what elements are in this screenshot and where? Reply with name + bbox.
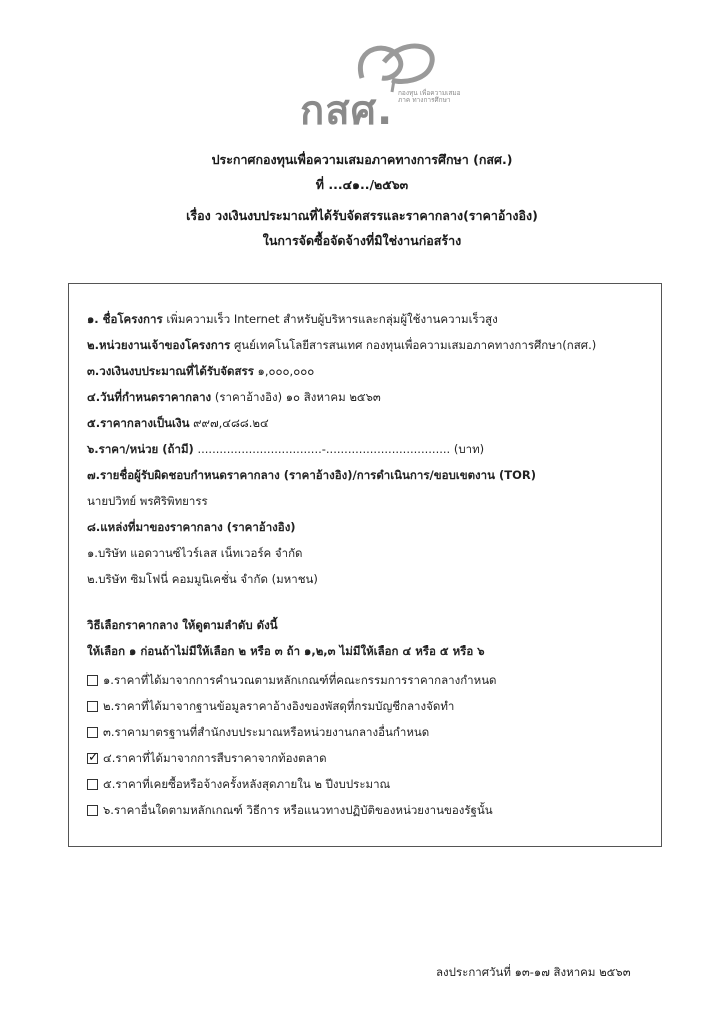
item-owner-unit	[87, 337, 596, 355]
item-project-name	[87, 311, 498, 329]
method-option-label: ๖.ราคาอื่นใดตามหลักเกณฑ์ วิธีการ หรือแนวทางปฏิบัติของหน่วยงานของรัฐนั้น	[103, 803, 493, 817]
item-reference-price	[87, 415, 269, 433]
item-value: ๑,๐๐๐,๐๐๐	[257, 364, 315, 378]
announcement-subject-line2: ในการจัดซื้อจัดจ้างที่มิใช่งานก่อสร้าง	[262, 233, 462, 248]
checkbox-icon[interactable]	[87, 701, 98, 712]
item-responsible-label	[87, 467, 536, 485]
item-value: ๙๙๗,๔๘๘.๒๔	[193, 416, 269, 430]
item-label: ๗.รายชื่อผู้รับผิดชอบกำหนดราคากลาง (ราคาอ้างอิง)/การดำเนินการ/ขอบเขตงาน (TOR)	[87, 468, 536, 482]
checked-checkbox-icon[interactable]	[87, 753, 98, 764]
item-label: ๘.แหล่งที่มาของราคากลาง (ราคาอ้างอิง)	[87, 520, 296, 534]
logo-subtitle: กองทุน เพื่อความเสมอภาค ทางการศึกษา	[398, 89, 461, 104]
checkbox-icon[interactable]	[87, 675, 98, 686]
method-option-3	[87, 724, 429, 742]
item-unit-price	[87, 441, 484, 459]
method-rule-text: ให้เลือก ๑ ก่อนถ้าไม่มีให้เลือก ๒ หรือ ๓ ถ้า ๑,๒,๓ ไม่มีให้เลือก ๔ หรือ ๕ หรือ ๖	[87, 644, 485, 658]
item-label: ๖.ราคา/หน่วย (ถ้ามี)	[87, 442, 194, 456]
announcement-number: ที่ ...๔๑../๒๕๖๓	[315, 177, 409, 192]
method-rule	[87, 643, 485, 661]
item-label: ๕.ราคากลางเป็นเงิน	[87, 416, 190, 430]
method-option-1	[87, 672, 497, 690]
checkbox-icon[interactable]	[87, 727, 98, 738]
item-label: ๒.หน่วยงานเจ้าของโครงการ	[87, 338, 231, 352]
method-option-5	[87, 776, 390, 794]
checkbox-icon[interactable]	[87, 779, 98, 790]
method-option-2	[87, 698, 454, 716]
checkbox-icon[interactable]	[87, 805, 98, 816]
announcement-title: ประกาศกองทุนเพื่อความเสมอภาคทางการศึกษา (กสศ.)	[211, 152, 513, 167]
method-option-label: ๕.ราคาที่เคยซื้อหรือจ้างครั้งหลังสุดภายใน ๒ ปีงบประมาณ	[103, 777, 391, 791]
method-option-4	[87, 750, 327, 768]
item-price-source-label	[87, 519, 296, 537]
item-value: (ราคาอ้างอิง) ๑๐ สิงหาคม ๒๕๖๓	[214, 390, 381, 404]
item-reference-date	[87, 389, 381, 407]
item-value: เพิ่มความเร็ว Internet สำหรับผู้บริหารและกลุ่มผู้ใช้งานความเร็วสูง	[166, 312, 498, 326]
item-value: ..................................-.................................. (บาท)	[197, 442, 485, 456]
method-option-label: ๑.ราคาที่ได้มาจากการคำนวณตามหลักเกณฑ์ที่คณะกรรมการราคากลางกำหนด	[103, 673, 497, 687]
method-title-text: วิธีเลือกราคากลาง ให้ดูตามลำดับ ดังนี้	[87, 618, 278, 632]
item-budget	[87, 363, 314, 381]
item-price-source-1: ๑.บริษัท แอดวานซ์ไวร์เลส เน็ทเวอร์ค จำกัด	[87, 546, 303, 560]
method-option-label: ๓.ราคามาตรฐานที่สำนักงบประมาณหรือหน่วยงานกลางอื่นกำหนด	[103, 725, 430, 739]
item-label: ๓.วงเงินงบประมาณที่ได้รับจัดสรร	[87, 364, 254, 378]
method-option-label: ๔.ราคาที่ได้มาจากการสืบราคาจากท้องตลาด	[103, 751, 327, 765]
item-label: ๑. ชื่อโครงการ	[87, 312, 163, 326]
item-responsible-person: นายปวิทย์ พรศิริพิทยารร	[87, 494, 208, 508]
method-option-label: ๒.ราคาที่ได้มาจากฐานข้อมูลราคาอ้างอิงของพัสดุที่กรมบัญชีกลางจัดทำ	[103, 699, 455, 713]
logo-wordmark: กสศ.	[300, 88, 394, 134]
item-price-source-2: ๒.บริษัท ซิมโฟนี่ คอมมูนิเคชั่น จำกัด (มหาชน)	[87, 572, 318, 586]
item-value: ศูนย์เทคโนโลยีสารสนเทศ กองทุนเพื่อความเสมอภาคทางการศึกษา(กสศ.)	[233, 338, 597, 352]
announcement-subject: เรื่อง วงเงินงบประมาณที่ได้รับจัดสรรและราคากลาง(ราคาอ้างอิง)	[186, 208, 538, 223]
announcement-date: ลงประกาศวันที่ ๑๓-๑๗ สิงหาคม ๒๕๖๓	[436, 965, 631, 979]
method-option-6	[87, 802, 493, 820]
method-title	[87, 617, 278, 635]
item-label: ๔.วันที่กำหนดราคากลาง	[87, 390, 212, 404]
